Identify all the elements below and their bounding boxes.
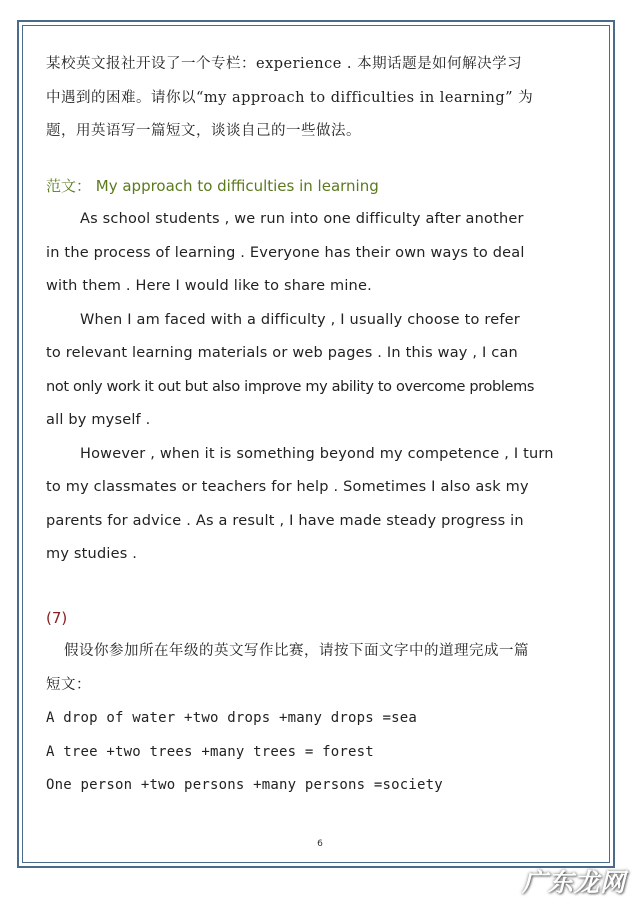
text-line: with them . Here I would like to share mine. bbox=[46, 278, 372, 294]
text-line: parents for advice . As a result , I have made steady progress in bbox=[46, 512, 524, 529]
prompt-line: 某校英文报社开设了一个专栏：experience . 本期话题是如何解决学习 bbox=[46, 56, 523, 72]
sample-paragraph-1 bbox=[46, 203, 598, 304]
sample-heading: 范文： My approach to difficulties in learning bbox=[46, 176, 379, 195]
text-line: As school students , we run into one difficulty after another bbox=[80, 211, 524, 227]
prompt-line: 中遇到的困难。请你以“my approach to difficulties in learning” 为 bbox=[46, 89, 534, 106]
equation-line: One person +two persons +many persons =society bbox=[46, 777, 443, 793]
watermark-logo: 广东龙网 bbox=[521, 868, 626, 897]
section-instruction bbox=[46, 635, 598, 702]
text-line: my studies . bbox=[46, 546, 138, 562]
instruction-line: 短文： bbox=[46, 676, 91, 693]
equation-line: A drop of water +two drops +many drops =sea bbox=[46, 710, 418, 726]
text-line: When I am faced with a difficulty , I usually choose to refer bbox=[80, 311, 520, 328]
section-number: (7) bbox=[46, 608, 68, 627]
text-line: all by myself . bbox=[46, 412, 151, 428]
text-line: not only work it out but also improve my ability to overcome problems bbox=[46, 378, 535, 395]
text-line: in the process of learning . Everyone has their own ways to deal bbox=[46, 244, 525, 261]
prompt-paragraph bbox=[46, 48, 598, 149]
instruction-line: 假设你参加所在年级的英文写作比赛，请按下面文字中的道理完成一篇 bbox=[64, 643, 529, 659]
document-body bbox=[46, 48, 598, 803]
text-line: to my classmates or teachers for help . Sometimes I also ask my bbox=[46, 479, 529, 495]
sample-paragraph-3 bbox=[46, 438, 598, 572]
equation-list bbox=[46, 702, 598, 803]
prompt-line: 题，用英语写一篇短文，谈谈自己的一些做法。 bbox=[46, 123, 361, 139]
text-line: to relevant learning materials or web pages . In this way , I can bbox=[46, 345, 518, 361]
sample-paragraph-2 bbox=[46, 304, 598, 438]
page-number: 6 bbox=[317, 839, 323, 849]
equation-line: A tree +two trees +many trees = forest bbox=[46, 743, 374, 760]
text-line: However , when it is something beyond my competence , I turn bbox=[80, 445, 554, 462]
